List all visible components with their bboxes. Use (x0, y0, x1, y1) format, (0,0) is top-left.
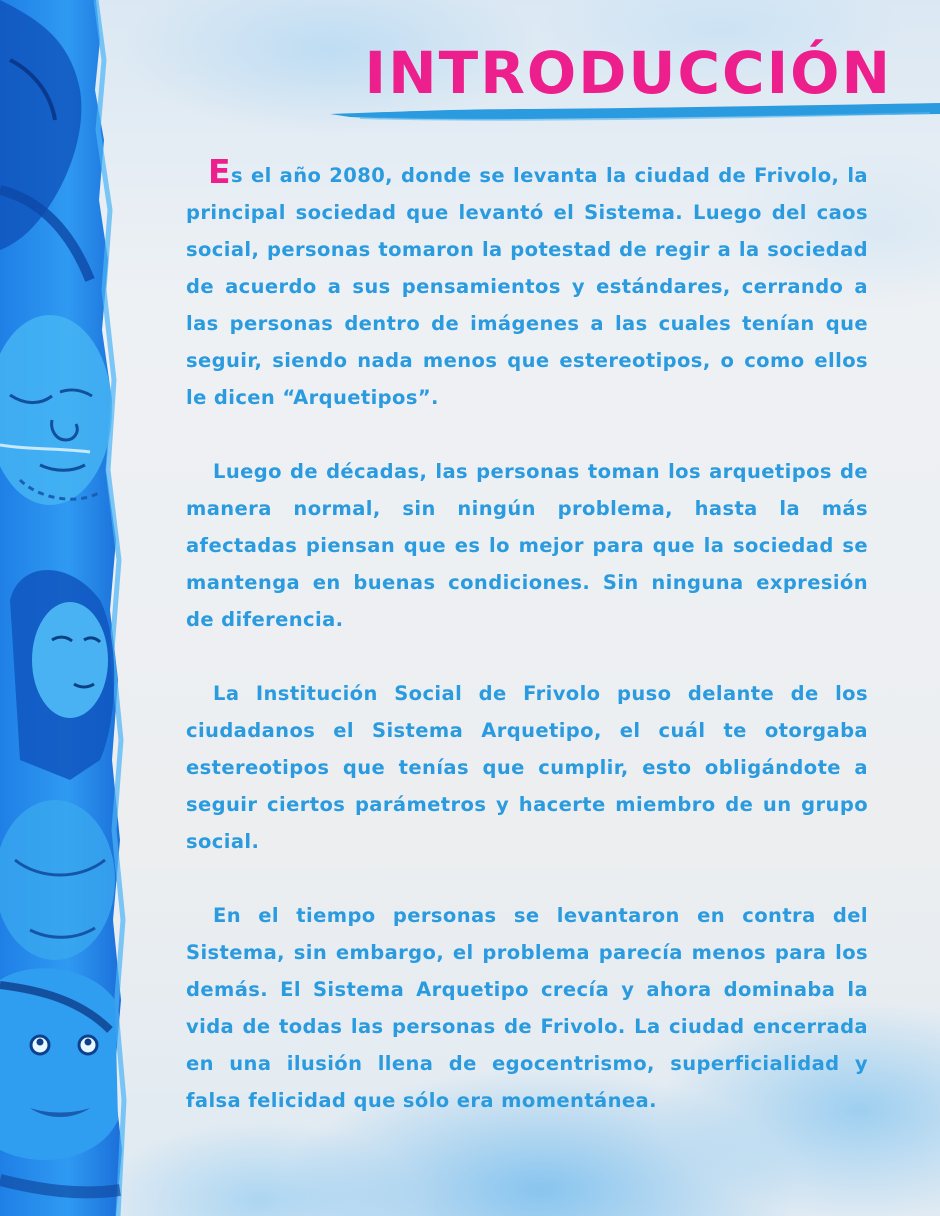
paragraph-text: s el año 2080, donde se levanta la ciudad de Frivolo, la principal sociedad que levantó el Sistema. Luego del caos social, personas tomaron la potestad de regir a la sociedad de acuerdo a sus pensamientos y estándares, cerrando a las personas dentro de imágenes a las cuales tenían que seguir, siendo nada menos que estereotipos, o como ellos le dicen “Arquetipos”. (186, 164, 868, 409)
drop-cap: E (208, 152, 231, 191)
paragraph: Luego de décadas, las personas toman los arquetipos de manera normal, sin ningún problema, hasta la más afectadas piensan que es lo mejor para que la sociedad se mantenga en buenas condiciones. Sin ninguna expresión de diferencia. (186, 460, 868, 631)
introduction-body (186, 152, 868, 1156)
blue-painted-faces-illustration (0, 0, 128, 1216)
page-title: INTRODUCCIÓN (364, 39, 892, 107)
paragraph: La Institución Social de Frivolo puso delante de los ciudadanos el Sistema Arquetipo, el cuál te otorgaba estereotipos que tenías que cumplir, esto obligándote a seguir ciertos parámetros y hacerte miembro de un grupo social. (186, 682, 868, 853)
paragraph (186, 152, 868, 416)
title-brush-underline (330, 100, 940, 130)
paragraph: En el tiempo personas se levantaron en contra del Sistema, sin embargo, el problema parecía menos para los demás. El Sistema Arquetipo crecía y ahora dominaba la vida de todas las personas de Frivolo. La ciudad encerrada en una ilusión llena de egocentrismo, superficialidad y falsa felicidad que sólo era momentánea. (186, 904, 868, 1112)
